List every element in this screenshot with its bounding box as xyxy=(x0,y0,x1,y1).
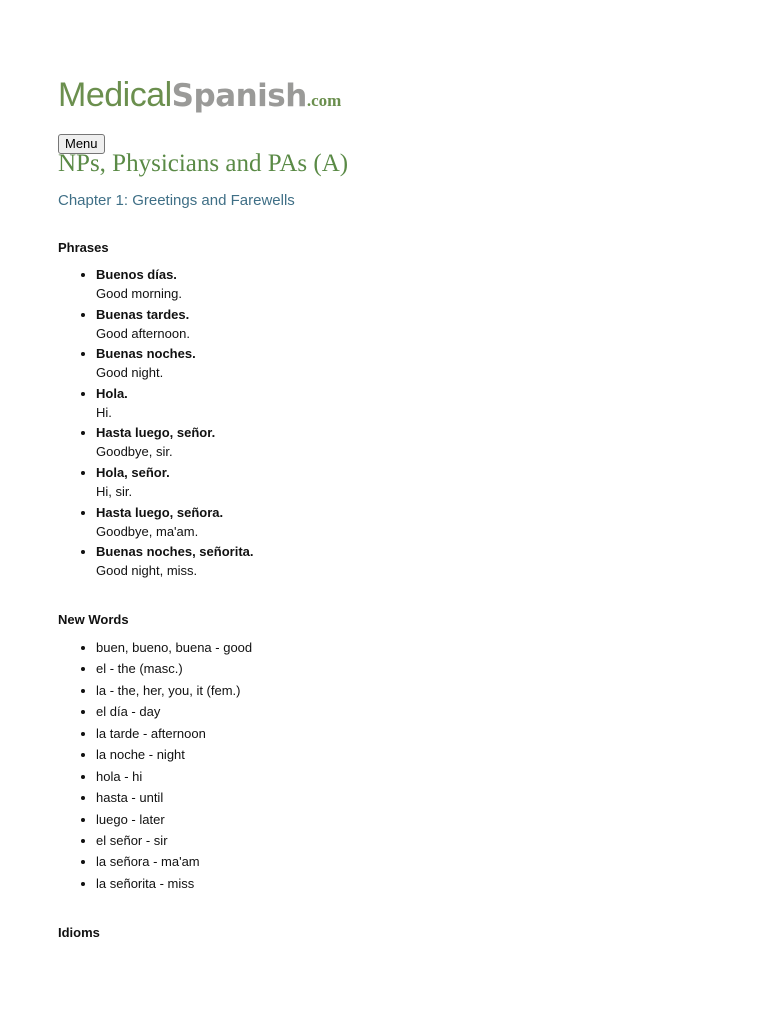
phrase-item xyxy=(96,265,254,305)
word-item: • la noche - night xyxy=(96,744,252,765)
idioms-heading: Idioms xyxy=(58,925,100,940)
phrase-spanish: • Buenas noches, señorita. xyxy=(96,544,254,560)
phrase-spanish: • Hasta luego, señor. xyxy=(96,425,216,441)
phrase-english: Good afternoon. xyxy=(96,325,190,341)
phrase-item xyxy=(96,423,254,463)
phrase-spanish: • Hola, señor. xyxy=(96,464,170,480)
word-item: • luego - later xyxy=(96,809,252,830)
phrase-item xyxy=(96,384,254,424)
phrase-english: Hi, sir. xyxy=(96,483,133,499)
phrase-english: Good night. xyxy=(96,365,164,381)
phrase-spanish: • Buenas tardes. xyxy=(96,306,190,322)
word-item: • la - the, her, you, it (fem.) xyxy=(96,680,252,701)
phrases-heading: Phrases xyxy=(58,240,109,255)
logo-text-medical: Medical xyxy=(58,76,172,114)
phrase-spanish: • Buenas noches. xyxy=(96,346,196,362)
phrase-english: Good morning. xyxy=(96,286,182,301)
phrase-spanish: • Hola. xyxy=(96,385,128,401)
word-item: • hola - hi xyxy=(96,766,252,787)
phrase-item xyxy=(96,305,254,345)
phrase-spanish: • Buenos días. xyxy=(96,267,177,282)
word-item: • la tarde - afternoon xyxy=(96,723,252,744)
phrase-list xyxy=(58,265,254,582)
phrase-english: Hi. xyxy=(96,404,112,420)
site-logo[interactable] xyxy=(58,78,341,112)
chapter-link[interactable]: Chapter 1: Greetings and Farewells xyxy=(58,192,295,209)
phrase-item xyxy=(96,463,254,503)
word-item: • la señora - ma'am xyxy=(96,851,252,872)
word-item: • buen, bueno, buena - good xyxy=(96,637,252,658)
menu-button[interactable]: Menu xyxy=(58,134,105,154)
phrase-spanish: • Hasta luego, señora. xyxy=(96,504,224,520)
phrase-item xyxy=(96,542,254,582)
phrase-item xyxy=(96,344,254,384)
word-item: • el señor - sir xyxy=(96,830,252,851)
phrase-english: Goodbye, sir. xyxy=(96,444,173,460)
logo-text-spanish: Spanish xyxy=(171,78,307,114)
page-title: NPs, Physicians and PAs (A) xyxy=(58,150,349,177)
phrase-english: Good night, miss. xyxy=(96,563,198,579)
new-words-heading: New Words xyxy=(58,612,129,627)
new-words-list xyxy=(58,637,252,894)
phrase-item xyxy=(96,503,254,543)
word-item: • el día - day xyxy=(96,701,252,722)
logo-text-com: .com xyxy=(306,91,342,110)
word-item: • hasta - until xyxy=(96,787,252,808)
phrase-english: Goodbye, ma'am. xyxy=(96,523,199,539)
word-item: • el - the (masc.) xyxy=(96,658,252,679)
word-item: • la señorita - miss xyxy=(96,873,252,894)
